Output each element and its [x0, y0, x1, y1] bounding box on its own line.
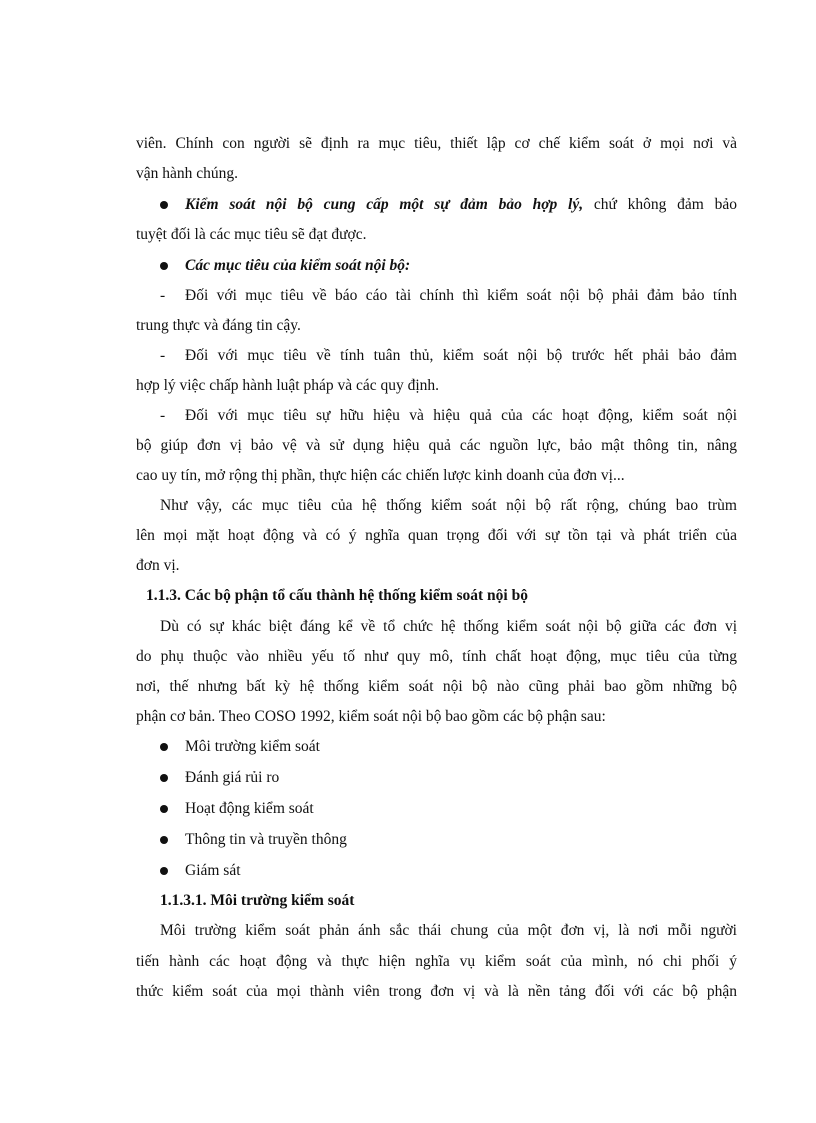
paragraph-line: tuyệt đối là các mục tiêu sẽ đạt được.: [136, 226, 367, 243]
paragraph-line: phận cơ bản. Theo COSO 1992, kiểm soát nội bộ bao gồm các bộ phận sau:: [136, 708, 606, 725]
list-line: Đối với mục tiêu về tính tuân thủ, kiểm soát nội bộ trước hết phải bảo đảm: [185, 347, 737, 364]
list-item: Giám sát: [185, 862, 241, 879]
paragraph-line: viên. Chính con người sẽ định ra mục tiêu, thiết lập cơ chế kiểm soát ở mọi nơi và: [136, 135, 737, 152]
bullet-icon: [160, 743, 168, 751]
paragraph-line: vận hành chúng.: [136, 165, 239, 182]
paragraph-line: bộ giúp đơn vị bảo vệ và sử dụng hiệu quả các nguồn lực, bảo mật thông tin, nâng: [136, 437, 737, 454]
paragraph-line: Môi trường kiểm soát phản ánh sắc thái chung của một đơn vị, là nơi mỗi người: [160, 922, 737, 939]
list-item: Môi trường kiểm soát: [185, 738, 320, 755]
list-line: Đối với mục tiêu sự hữu hiệu và hiệu quả của các hoạt động, kiểm soát nội: [185, 407, 737, 424]
dash-marker: -: [160, 287, 166, 304]
bullet-icon: [160, 836, 168, 844]
list-line: Đối với mục tiêu về báo cáo tài chính thì kiểm soát nội bộ phải đảm bảo tính: [185, 287, 737, 304]
list-item: Đánh giá rủi ro: [185, 769, 280, 786]
paragraph-line: lên mọi mặt hoạt động và có ý nghĩa quan trọng đối với sự tồn tại và phát triển của: [136, 527, 737, 544]
bullet-icon: [160, 201, 168, 209]
paragraph-line: đơn vị.: [136, 557, 180, 574]
list-item: Thông tin và truyền thông: [185, 831, 347, 848]
dash-marker: -: [160, 407, 166, 424]
paragraph-line: do phụ thuộc vào nhiều yếu tố như quy mô, tính chất hoạt động, mục tiêu của từng: [136, 648, 737, 665]
section-heading: 1.1.3. Các bộ phận tổ cấu thành hệ thống kiểm soát nội bộ: [146, 587, 528, 604]
paragraph-line: cao uy tín, mở rộng thị phần, thực hiện các chiến lược kinh doanh của đơn vị...: [136, 467, 625, 484]
plain-text: chứ không đảm bảo: [583, 196, 737, 213]
dash-marker: -: [160, 347, 166, 364]
bullet-line: [185, 195, 737, 215]
paragraph-line: tiến hành các hoạt động và thực hiện nghĩa vụ kiểm soát của mình, nó chi phối ý: [136, 953, 737, 970]
paragraph-line: hợp lý việc chấp hành luật pháp và các quy định.: [136, 377, 440, 394]
paragraph-line: nơi, thế nhưng bất kỳ hệ thống kiểm soát nội bộ nào cũng phải bao gồm những bộ: [136, 678, 737, 695]
bullet-icon: [160, 774, 168, 782]
bullet-icon: [160, 867, 168, 875]
paragraph-line: Như vậy, các mục tiêu của hệ thống kiểm soát nội bộ rất rộng, chúng bao trùm: [160, 497, 737, 514]
bullet-icon: [160, 262, 168, 270]
paragraph-line: trung thực và đáng tin cậy.: [136, 317, 301, 334]
emphasis-text: Kiểm soát nội bộ cung cấp một sự đảm bảo hợp lý,: [185, 196, 584, 213]
list-item: Hoạt động kiểm soát: [185, 800, 314, 817]
subsection-heading: 1.1.3.1. Môi trường kiểm soát: [160, 892, 355, 909]
paragraph-line: thức kiểm soát của mọi thành viên trong đơn vị và là nền tảng đối với các bộ phận: [136, 983, 737, 1000]
bullet-icon: [160, 805, 168, 813]
section-label: Các mục tiêu của kiểm soát nội bộ:: [185, 257, 411, 274]
paragraph-line: Dù có sự khác biệt đáng kể về tổ chức hệ thống kiểm soát nội bộ giữa các đơn vị: [160, 618, 737, 635]
